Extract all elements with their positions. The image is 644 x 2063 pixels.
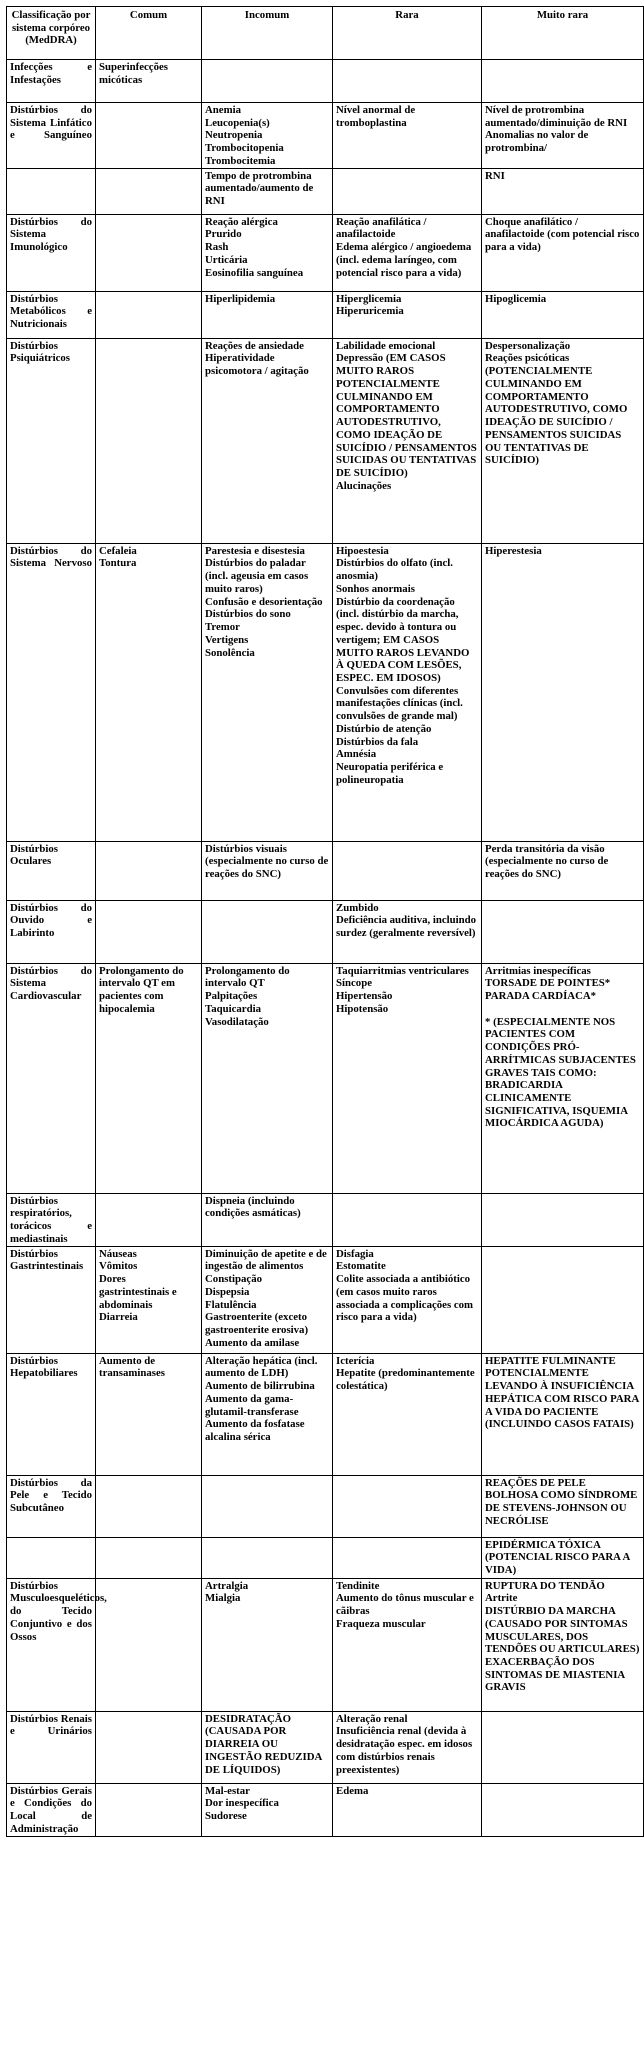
cell-uncommon: Mal-estar Dor inespecífica Sudorese: [202, 1783, 333, 1836]
cell-uncommon: Hiperlipidemia: [202, 291, 333, 338]
cell-uncommon: [202, 900, 333, 963]
cell-system-class: Distúrbios do Sistema Linfático e Sanguíneo: [7, 103, 96, 169]
cell-uncommon: Reação alérgica Prurido Rash Urticária Eosinofilia sanguínea: [202, 214, 333, 291]
table-row: [7, 103, 644, 169]
cell-system-class: Distúrbios Metabólicos e Nutricionais: [7, 291, 96, 338]
cell-very-rare: RNI: [482, 168, 644, 214]
cell-rare: [333, 168, 482, 214]
cell-very-rare: [482, 900, 644, 963]
cell-rare: Labilidade emocional Depressão (EM CASOS MUITO RAROS POTENCIALMENTE CULMINANDO EM COMPORTAMENTO AUTODESTRUTIVO, COMO IDEAÇÃO DE SUICÍDIO / PENSAMENTOS SUICIDAS OU TENTATIVAS DE SUICÍDIO) Alucinações: [333, 338, 482, 543]
cell-common: [96, 900, 202, 963]
table-row: [7, 1783, 644, 1836]
cell-rare: Disfagia Estomatite Colite associada a antibiótico (em casos muito raros associada a complicações com risco para a vida): [333, 1246, 482, 1353]
cell-very-rare: REAÇÕES DE PELE BOLHOSA COMO SÍNDROME DE STEVENS-JOHNSON OU NECRÓLISE: [482, 1475, 644, 1537]
table-row: [7, 214, 644, 291]
cell-rare: Alteração renal Insuficiência renal (devida à desidratação espec. em idosos com distúrbios renais preexistentes): [333, 1711, 482, 1783]
cell-system-class: Distúrbios Psiquiátricos: [7, 338, 96, 543]
cell-very-rare: [482, 1783, 644, 1836]
cell-common: [96, 291, 202, 338]
cell-common: [96, 168, 202, 214]
cell-rare: Icterícia Hepatite (predominantemente colestática): [333, 1353, 482, 1475]
table-row: [7, 291, 644, 338]
cell-rare: Hiperglicemia Hiperuricemia: [333, 291, 482, 338]
table-header-row: [7, 7, 644, 60]
cell-system-class: [7, 1537, 96, 1578]
cell-rare: Tendinite Aumento do tônus muscular e cãibras Fraqueza muscular: [333, 1578, 482, 1711]
table-row: [7, 1246, 644, 1353]
table-row: [7, 338, 644, 543]
cell-very-rare: Choque anafilático / anafilactoide (com potencial risco para a vida): [482, 214, 644, 291]
cell-very-rare: Nível de protrombina aumentado/diminuição de RNI Anomalias no valor de protrombina/: [482, 103, 644, 169]
cell-system-class: Distúrbios Gastrintestinais: [7, 1246, 96, 1353]
header-rare: Rara: [333, 7, 482, 60]
cell-uncommon: Artralgia Mialgia: [202, 1578, 333, 1711]
cell-common: [96, 1711, 202, 1783]
cell-common: [96, 1783, 202, 1836]
cell-very-rare: [482, 1711, 644, 1783]
cell-system-class: Distúrbios respiratórios, torácicos e mediastinais: [7, 1193, 96, 1246]
cell-system-class: Distúrbios do Sistema Imunológico: [7, 214, 96, 291]
cell-very-rare: RUPTURA DO TENDÃO Artrite DISTÚRBIO DA MARCHA (CAUSADO POR SINTOMAS MUSCULARES, DOS TENDÕES OU ARTICULARES) EXACERBAÇÃO DOS SINTOMAS DE MIASTENIA GRAVIS: [482, 1578, 644, 1711]
table-row: [7, 1193, 644, 1246]
table-row: [7, 1353, 644, 1475]
cell-system-class: Distúrbios do Ouvido e Labirinto: [7, 900, 96, 963]
cell-common: [96, 841, 202, 900]
header-uncommon: Incomum: [202, 7, 333, 60]
table-row: [7, 1711, 644, 1783]
cell-common: Náuseas Vômitos Dores gastrintestinais e abdominais Diarreia: [96, 1246, 202, 1353]
cell-uncommon: Parestesia e disestesia Distúrbios do paladar (incl. ageusia em casos muito raros) Confusão e desorientação Distúrbios do sono Tremor Vertigens Sonolência: [202, 543, 333, 841]
cell-rare: Reação anafilática / anafilactoide Edema alérgico / angioedema (incl. edema laríngeo, com potencial risco para a vida): [333, 214, 482, 291]
cell-common: Cefaleia Tontura: [96, 543, 202, 841]
header-common: Comum: [96, 7, 202, 60]
table-row: [7, 963, 644, 1193]
header-very-rare: Muito rara: [482, 7, 644, 60]
cell-uncommon: Diminuição de apetite e de ingestão de alimentos Constipação Dispepsia Flatulência Gastroenterite (exceto gastroenterite erosiva) Aumento da amilase: [202, 1246, 333, 1353]
table-row: [7, 60, 644, 103]
cell-system-class: Distúrbios Oculares: [7, 841, 96, 900]
cell-very-rare: [482, 60, 644, 103]
cell-system-class: Distúrbios Renais e Urinários: [7, 1711, 96, 1783]
cell-system-class: Distúrbios Musculoesqueléticos, do Tecido Conjuntivo e dos Ossos: [7, 1578, 96, 1711]
header-system-class: Classificação por sistema corpóreo (MedDRA): [7, 7, 96, 60]
cell-common: [96, 103, 202, 169]
cell-rare: [333, 1475, 482, 1537]
cell-uncommon: DESIDRATAÇÃO (CAUSADA POR DIARREIA OU INGESTÃO REDUZIDA DE LÍQUIDOS): [202, 1711, 333, 1783]
cell-uncommon: Dispneia (incluindo condições asmáticas): [202, 1193, 333, 1246]
cell-rare: Nível anormal de tromboplastina: [333, 103, 482, 169]
cell-rare: [333, 60, 482, 103]
cell-system-class: [7, 168, 96, 214]
cell-uncommon: Alteração hepática (incl. aumento de LDH) Aumento de bilirrubina Aumento da gama-glutamil-transferase Aumento da fosfatase alcalina sérica: [202, 1353, 333, 1475]
cell-rare: [333, 1537, 482, 1578]
table-row: [7, 543, 644, 841]
cell-uncommon: Reações de ansiedade Hiperatividade psicomotora / agitação: [202, 338, 333, 543]
cell-uncommon: Anemia Leucopenia(s) Neutropenia Trombocitopenia Trombocitemia: [202, 103, 333, 169]
cell-very-rare: Despersonalização Reações psicóticas (POTENCIALMENTE CULMINANDO EM COMPORTAMENTO AUTODESTRUTIVO, COMO IDEAÇÃO DE SUICÍDIO / PENSAMENTOS SUICIDAS OU TENTATIVAS DE SUICÍDIO): [482, 338, 644, 543]
cell-very-rare: Perda transitória da visão (especialmente no curso de reações do SNC): [482, 841, 644, 900]
cell-rare: [333, 1193, 482, 1246]
cell-very-rare: [482, 1193, 644, 1246]
cell-common: [96, 338, 202, 543]
table-row: [7, 1475, 644, 1537]
cell-rare: Zumbido Deficiência auditiva, incluindo surdez (geralmente reversível): [333, 900, 482, 963]
cell-system-class: Distúrbios do Sistema Nervoso: [7, 543, 96, 841]
cell-very-rare: Arritmias inespecíficas TORSADE DE POINTES* PARADA CARDÍACA* * (ESPECIALMENTE NOS PACIENTES COM CONDIÇÕES PRÓ-ARRÍTMICAS SUBJACENTES GRAVES TAIS COMO: BRADICARDIA CLINICAMENTE SIGNIFICATIVA, ISQUEMIA MIOCÁRDICA AGUDA): [482, 963, 644, 1193]
cell-very-rare: Hiperestesia: [482, 543, 644, 841]
table-row: [7, 1578, 644, 1711]
cell-common: [96, 1578, 202, 1711]
cell-system-class: Distúrbios Gerais e Condições do Local de Administração: [7, 1783, 96, 1836]
cell-uncommon: Tempo de protrombina aumentado/aumento de RNI: [202, 168, 333, 214]
cell-system-class: Infecções e Infestações: [7, 60, 96, 103]
cell-rare: [333, 841, 482, 900]
table-row: [7, 841, 644, 900]
table-row: [7, 168, 644, 214]
cell-uncommon: Distúrbios visuais (especialmente no curso de reações do SNC): [202, 841, 333, 900]
cell-uncommon: [202, 1537, 333, 1578]
cell-common: [96, 1537, 202, 1578]
cell-common: Superinfecções micóticas: [96, 60, 202, 103]
cell-common: [96, 1475, 202, 1537]
cell-system-class: Distúrbios da Pele e Tecido Subcutâneo: [7, 1475, 96, 1537]
cell-uncommon: Prolongamento do intervalo QT Palpitações Taquicardia Vasodilatação: [202, 963, 333, 1193]
cell-common: Aumento de transaminases: [96, 1353, 202, 1475]
table-row: [7, 900, 644, 963]
cell-common: [96, 214, 202, 291]
cell-rare: Hipoestesia Distúrbios do olfato (incl. anosmia) Sonhos anormais Distúrbio da coordenação (incl. distúrbio da marcha, espec. devido à tontura ou vertigem; EM CASOS MUITO RAROS LEVANDO À QUEDA COM LESÕES, ESPEC. EM IDOSOS) Convulsões com diferentes manifestações clínicas (incl. convulsões de grande mal) Distúrbio de atenção Distúrbios da fala Amnésia Neuropatia periférica e polineuropatia: [333, 543, 482, 841]
cell-rare: Edema: [333, 1783, 482, 1836]
cell-very-rare: Hipoglicemia: [482, 291, 644, 338]
cell-uncommon: [202, 1475, 333, 1537]
cell-system-class: Distúrbios Hepatobiliares: [7, 1353, 96, 1475]
table-row: [7, 1537, 644, 1578]
cell-uncommon: [202, 60, 333, 103]
cell-very-rare: [482, 1246, 644, 1353]
adverse-reactions-table: [6, 6, 644, 1837]
cell-very-rare: HEPATITE FULMINANTE POTENCIALMENTE LEVANDO À INSUFICIÊNCIA HEPÁTICA COM RISCO PARA A VIDA DO PACIENTE (INCLUINDO CASOS FATAIS): [482, 1353, 644, 1475]
table-body: [7, 60, 644, 1837]
cell-very-rare: EPIDÉRMICA TÓXICA (POTENCIAL RISCO PARA A VIDA): [482, 1537, 644, 1578]
cell-system-class: Distúrbios do Sistema Cardiovascular: [7, 963, 96, 1193]
cell-rare: Taquiarritmias ventriculares Síncope Hipertensão Hipotensão: [333, 963, 482, 1193]
cell-common: Prolongamento do intervalo QT em pacientes com hipocalemia: [96, 963, 202, 1193]
cell-common: [96, 1193, 202, 1246]
